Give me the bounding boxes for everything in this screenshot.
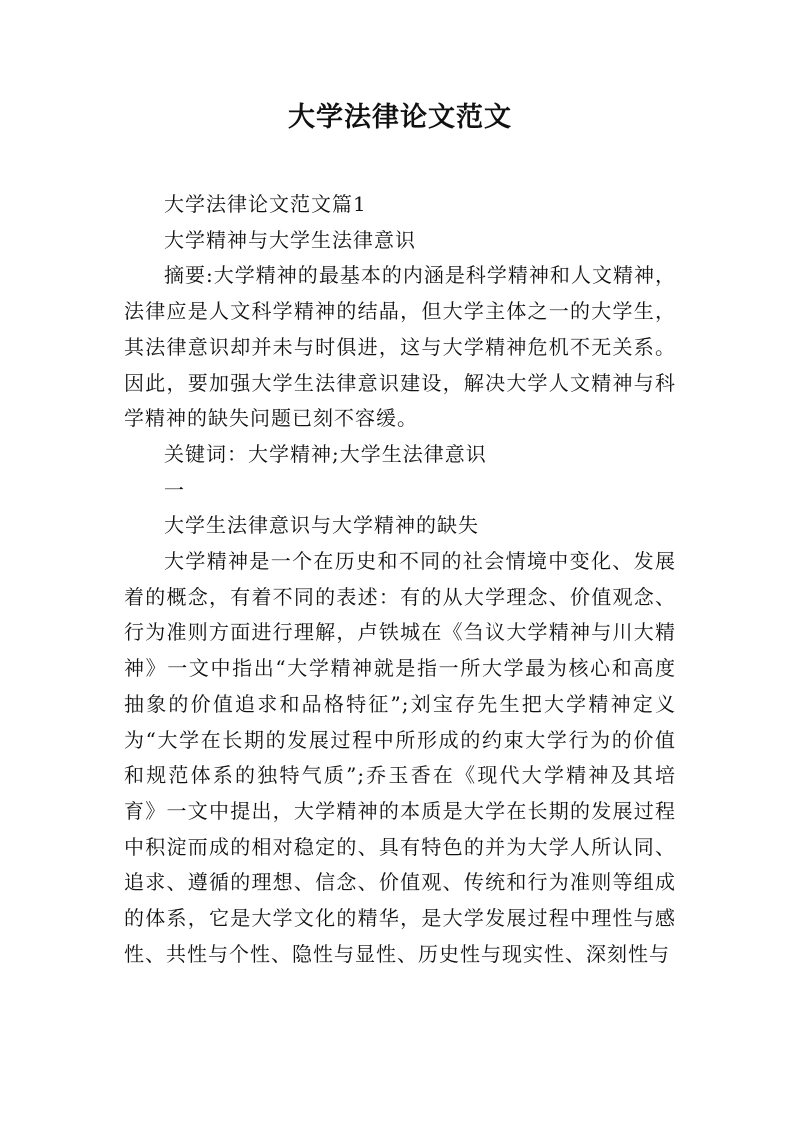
document-body	[124, 187, 676, 972]
paragraph-article-title: 大学精神与大学生法律意识	[164, 227, 416, 252]
paragraph-keywords: 关键词：大学精神;大学生法律意识	[164, 441, 487, 466]
section-heading: 大学生法律意识与大学精神的缺失	[164, 513, 479, 538]
paragraph-article-label: 大学法律论文范文篇1	[164, 192, 367, 216]
section-number: 一	[164, 477, 185, 502]
paragraph-body: 大学精神是一个在历史和不同的社会情境中变化、发展着的概念，有着不同的表述：有的从大学理念、价值观念、行为准则方面进行理解，卢铁城在《刍议大学精神与川大精神》一文中指出“大学精神就是指一所大学最为核心和高度抽象的价值追求和品格特征”;刘宝存先生把大学精神定义为“大学在长期的发展过程中所形成的约束大学行为的价值和规范体系的独特气质”;乔玉香在《现代大学精神及其培育》一文中提出，大学精神的本质是大学在长期的发展过程中积淀而成的相对稳定的、具有特色的并为大学人所认同、追求、遵循的理想、信念、价值观、传统和行为准则等组成的体系，它是大学文化的精华，是大学发展过程中理性与感性、共性与个性、隐性与显性、历史性与现实性、深刻性与	[124, 549, 676, 966]
document-title: 大学法律论文范文	[288, 102, 512, 133]
paragraph-abstract: 摘要:大学精神的最基本的内涵是科学精神和人文精神，法律应是人文科学精神的结晶，但大学主体之一的大学生，其法律意识却并未与时俱进，这与大学精神危机不无关系。因此，要加强大学生法律意识建设，解决大学人文精神与科学精神的缺失问题已刻不容缓。	[124, 263, 676, 431]
